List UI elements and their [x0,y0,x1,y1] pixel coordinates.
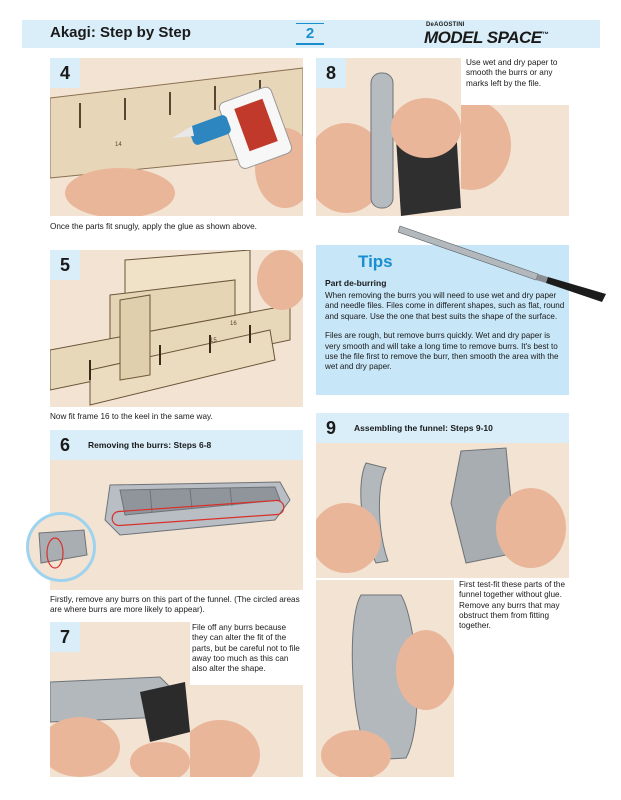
step-7-photo-extension [190,685,303,777]
step-6-heading: Removing the burrs: Steps 6-8 [88,440,212,450]
step-8-caption: Use wet and dry paper to smooth the burrs or any marks left by the file. [466,58,558,88]
step-9-photo-b [316,580,454,777]
step-9-photo-a [316,443,569,578]
frame-label-14: 14 [115,142,122,148]
brand-name [424,28,548,48]
step-4-caption: Once the parts fit snugly, apply the glue as shown above. [50,222,257,231]
page-title: Akagi: Step by Step [50,24,191,41]
step-4-badge: 4 [50,58,80,88]
step-7-caption: File off any burrs because they can alter the fit of the parts, but be careful not to file away too much as this can also alter the shape. [192,623,300,674]
needle-file-illustration [398,222,610,302]
step-5-caption: Now fit frame 16 to the keel in the same way. [50,412,213,421]
frame-label-15: 15 [210,338,217,344]
tips-title: Tips [358,252,393,271]
step-6-detail-inset [26,512,96,582]
tips-subheading: Part de-burring [325,278,387,288]
step-8-badge: 8 [316,58,346,88]
tips-paragraph-2: Files are rough, but remove burrs quickly. Wet and dry paper is very smooth and will take a long time to remove burrs. It's best to use the file first to remove the burr, then smooth the area with the wet and dry paper. [325,331,559,372]
page-number: 2 [296,23,324,45]
brand-name-text: MODEL SPACE [424,28,542,47]
step-9-caption: First test-fit these parts of the funnel together without glue. Remove any burrs that may obstruct them from fitting together. [459,580,566,631]
tips-body [325,291,565,373]
step-7-badge: 7 [50,622,80,652]
frame-label-16: 16 [230,321,237,327]
step-8-photo-extension [461,105,569,216]
brand-trademark: ™ [541,31,549,39]
step-6-caption: Firstly, remove any burrs on this part of the funnel. (The circled areas are where burrs are more likely to appear). [50,595,300,615]
step-4-photo [50,58,303,216]
brand-logo [420,20,600,48]
tips-paragraph-1: When removing the burrs you will need to use wet and dry paper and needle files. Files come in different shapes, such as flat, round and square. Use the one that best suits the shape of the surface. [325,291,565,321]
step-9-heading: Assembling the funnel: Steps 9-10 [354,423,493,433]
step-5-photo [50,250,303,407]
step-9-badge: 9 [316,413,346,443]
brand-publisher: DeAGOSTINI [426,22,465,28]
step-5-badge: 5 [50,250,80,280]
step-6-badge: 6 [50,430,80,460]
